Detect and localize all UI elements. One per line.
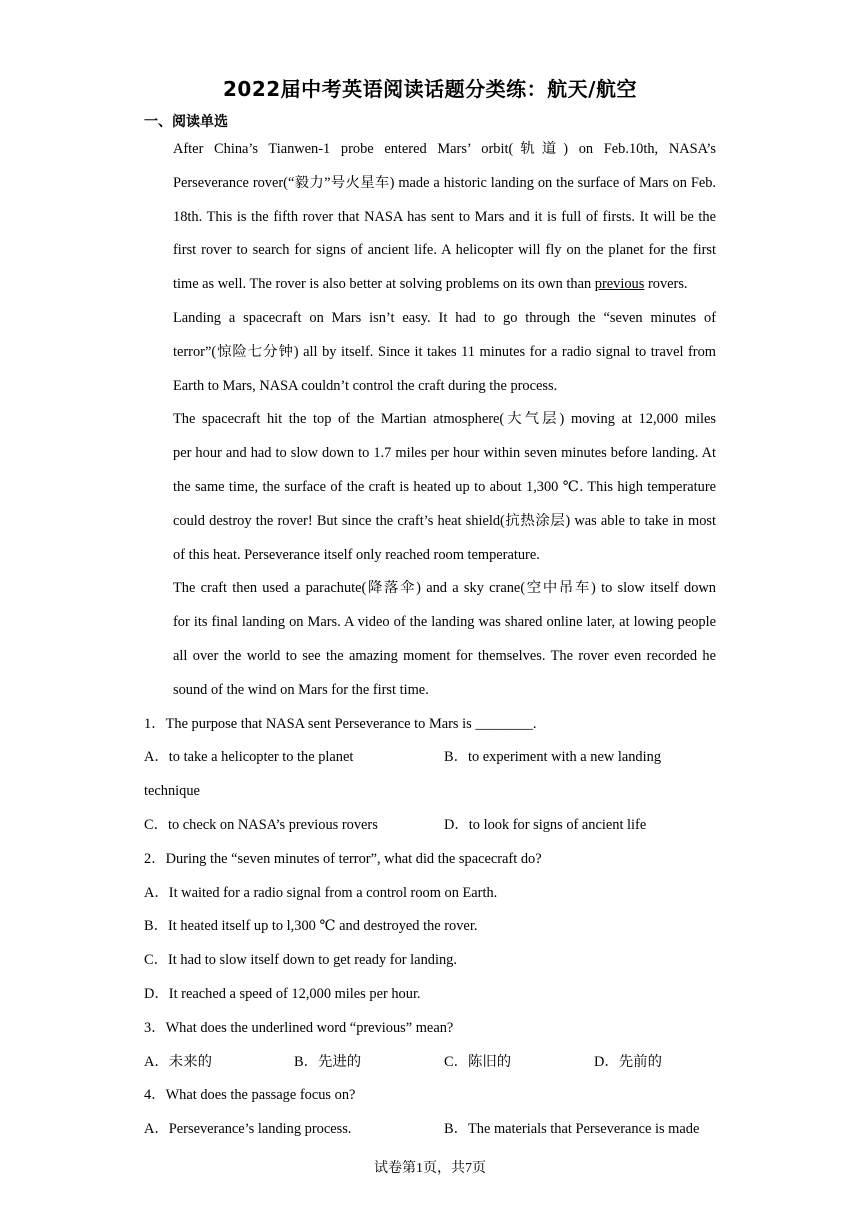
option-a[interactable]: A．未来的 <box>144 1053 212 1070</box>
question-stem: 2．During the “seven minutes of terror”, what did the spacecraft do? <box>144 850 542 867</box>
option-c[interactable]: C．It had to slow itself down to get ready for landing. <box>144 952 457 969</box>
passage-paragraph-4 <box>144 572 716 707</box>
option-d[interactable]: D．It reached a speed of 12,000 miles per hour. <box>144 985 421 1002</box>
question-2 <box>144 843 716 1012</box>
text-line: for its final landing on Mars. A video of the landing was shared online later, at lowing people <box>173 614 716 631</box>
text-line: The craft then used a parachute(降落伞) and a sky crane(空中吊车) to slow itself down <box>173 580 716 597</box>
option-b[interactable]: B．to experiment with a new landing <box>444 749 662 766</box>
option-a[interactable]: A．It waited for a radio signal from a control room on Earth. <box>144 884 498 901</box>
option-c[interactable]: C．to check on NASA’s previous rovers <box>144 816 378 833</box>
question-stem: 3．What does the underlined word “previous” mean? <box>144 1019 454 1036</box>
page-footer: 试卷第1页，共7页 <box>374 1161 486 1176</box>
text-line <box>144 268 716 302</box>
question-3 <box>144 1012 716 1080</box>
text-fragment: time as well. The rover is also better at solving problems on its own than <box>173 276 595 293</box>
text-line: the same time, the surface of the craft is heated up to about 1,300 ℃. This high temperature <box>173 478 716 495</box>
text-line: Perseverance rover(“毅力”号火星车) made a historic landing on the surface of Mars on Feb. <box>173 174 716 191</box>
passage-paragraph-1 <box>144 133 716 302</box>
option-d[interactable]: D．to look for signs of ancient life <box>444 816 647 833</box>
option-c[interactable]: C．陈旧的 <box>444 1053 512 1070</box>
page-title: 2022届中考英语阅读话题分类练：航天/航空 <box>223 77 637 101</box>
passage-paragraph-3 <box>144 403 716 572</box>
option-d[interactable]: D．先前的 <box>594 1053 662 1070</box>
text-line: could destroy the rover! But since the craft’s heat shield(抗热涂层) was able to take in most <box>173 512 716 529</box>
text-line: terror”(惊险七分钟) all by itself. Since it takes 11 minutes for a radio signal to travel from <box>173 343 716 360</box>
question-1 <box>144 708 716 843</box>
text-line: Earth to Mars, NASA couldn’t control the craft during the process. <box>173 377 558 394</box>
passage-paragraph-2 <box>144 302 716 403</box>
text-line: per hour and had to slow down to 1.7 miles per hour within seven minutes before landing. At <box>173 445 716 462</box>
option-b[interactable]: B．It heated itself up to l,300 ℃ and destroyed the rover. <box>144 918 478 935</box>
text-line: all over the world to see the amazing moment for themselves. The rover even recorded he <box>173 647 716 664</box>
underlined-word: previous <box>594 276 645 293</box>
text-line: sound of the wind on Mars for the first time. <box>173 681 429 698</box>
document-body <box>144 133 716 1147</box>
text-line: first rover to search for signs of ancient life. A helicopter will fly on the planet for the first <box>173 242 716 259</box>
option-b-continued: technique <box>144 783 200 800</box>
text-line: After China’s Tianwen-1 probe entered Mars’ orbit(轨道) on Feb.10th, NASA’s <box>173 141 716 157</box>
question-4 <box>144 1079 716 1147</box>
text-line: 18th. This is the fifth rover that NASA has sent to Mars and it is full of firsts. It will be the <box>173 208 716 225</box>
option-a[interactable]: A．Perseverance’s landing process. <box>144 1121 352 1138</box>
text-fragment: rovers. <box>644 276 688 293</box>
option-a[interactable]: A．to take a helicopter to the planet <box>144 749 354 766</box>
text-line: of this heat. Perseverance itself only reached room temperature. <box>173 546 540 563</box>
section-heading: 一、阅读单选 <box>144 114 228 130</box>
text-line: Landing a spacecraft on Mars isn’t easy. It had to go through the “seven minutes of <box>173 309 716 326</box>
option-b[interactable]: B．先进的 <box>294 1053 362 1070</box>
text-line: The spacecraft hit the top of the Martian atmosphere(大气层) moving at 12,000 miles <box>173 411 716 428</box>
question-stem: 4．What does the passage focus on? <box>144 1087 356 1104</box>
question-stem: 1．The purpose that NASA sent Perseverance to Mars is ________. <box>144 715 537 732</box>
option-b[interactable]: B．The materials that Perseverance is made <box>444 1121 700 1138</box>
